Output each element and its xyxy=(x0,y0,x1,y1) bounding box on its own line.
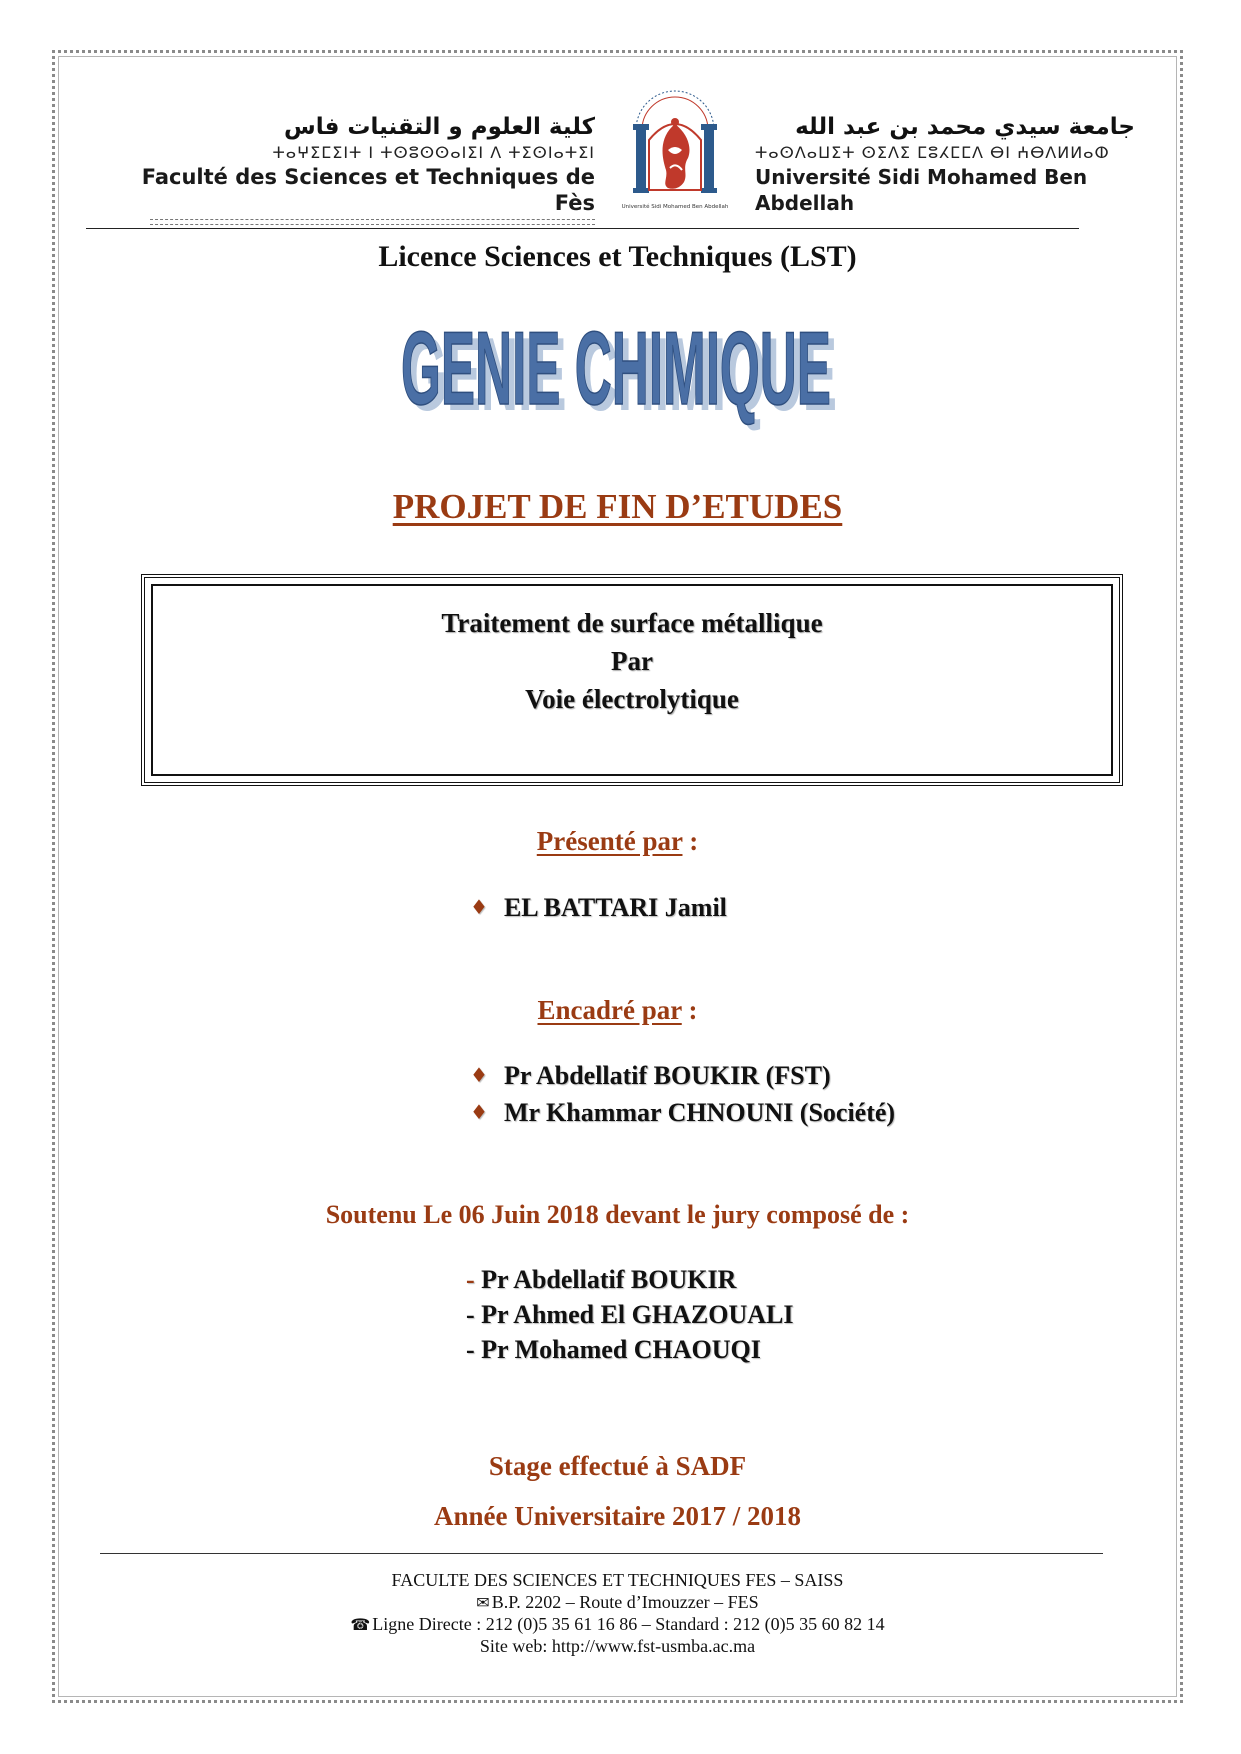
faculty-name-tifinagh: ⵜⴰⵖⵉⵎⵉⵏⵜ ⵏ ⵜⵙⵓⵙⵙⴰⵏⵉⵏ ⴷ ⵜⵉⵙⵏⴰⵜⵉⵏ xyxy=(272,143,595,162)
footer-website: Site web: http://www.fst-usmba.ac.ma xyxy=(479,1636,756,1656)
thesis-title-line-2: Par xyxy=(611,646,653,676)
faculty-name-latin: Faculté des Sciences et Techniques de Fès xyxy=(141,165,595,215)
footer-phone-text: Ligne Directe : 212 (0)5 35 61 16 86 – Standard : 212 (0)5 35 60 82 14 xyxy=(372,1614,885,1634)
supervised-by-heading xyxy=(58,995,1177,1026)
university-name-latin: Université Sidi Mohamed Ben Abdellah xyxy=(755,165,1088,215)
presented-by-colon: : xyxy=(682,826,699,856)
footer-address-text: B.P. 2202 – Route d’Imouzzer – FES xyxy=(491,1592,759,1612)
document-type-text: PROJET DE FIN D’ETUDES xyxy=(392,487,843,526)
footer-address xyxy=(58,1591,1177,1614)
phone-icon: ☎ xyxy=(350,1615,371,1634)
academic-year: Année Universitaire 2017 / 2018 xyxy=(434,1501,801,1531)
footer-divider xyxy=(100,1553,1103,1554)
diamond-bullet-icon: ♦ xyxy=(470,1100,488,1124)
program-title: Licence Sciences et Techniques (LST) xyxy=(378,240,857,273)
university-name-tifinagh: ⵜⴰⵙⴷⴰⵡⵉⵜ ⵙⵉⴷⵉ ⵎⵓⵃⵎⵎⴷ ⴱⵏ ⵄⴱⴷⵍⵍⴰⵀ xyxy=(755,143,1110,162)
supervisor-name: Mr Khammar CHNOUNI (Société) xyxy=(503,1098,896,1127)
jury-member xyxy=(466,1265,736,1295)
supervisor-item xyxy=(470,1098,895,1128)
header-divider xyxy=(86,228,1079,229)
department-shadow: GENIE CHIMIQUE xyxy=(406,317,837,433)
department-title: GENIE CHIMIQUE xyxy=(400,311,831,427)
thesis-title-line-1: Traitement de surface métallique xyxy=(441,608,823,638)
supervised-by-label: Encadré par xyxy=(537,995,682,1025)
mail-icon: ✉ xyxy=(476,1593,490,1612)
footer-phone xyxy=(58,1613,1177,1636)
department-wordart-svg xyxy=(358,310,878,440)
university-header xyxy=(755,112,1135,216)
thesis-title-line-3: Voie électrolytique xyxy=(525,684,739,714)
jury-dash: - xyxy=(466,1265,482,1294)
jury-member xyxy=(466,1335,761,1365)
footer-institution: FACULTE DES SCIENCES ET TECHNIQUES FES – SAISS xyxy=(391,1570,844,1590)
university-emblem-icon xyxy=(622,78,728,214)
presented-by-label: Présenté par xyxy=(536,826,683,856)
department-wordart xyxy=(58,310,1177,433)
document-type xyxy=(58,487,1177,527)
supervisor-name: Pr Abdellatif BOUKIR (FST) xyxy=(503,1061,831,1090)
jury-dash: - xyxy=(466,1335,482,1364)
emblem-caption: Université Sidi Mohamed Ben Abdellah xyxy=(622,204,728,210)
jury-member-name: Pr Ahmed El GHAZOUALI xyxy=(481,1300,794,1329)
supervised-by-colon: : xyxy=(681,995,698,1025)
supervisor-item xyxy=(470,1061,831,1091)
diamond-bullet-icon: ♦ xyxy=(470,895,488,919)
faculty-underline xyxy=(150,219,595,225)
defense-statement: Soutenu Le 06 Juin 2018 devant le jury composé de : xyxy=(325,1200,910,1229)
thesis-title-box xyxy=(141,574,1123,786)
jury-member-name: Pr Mohamed CHAOUQI xyxy=(481,1335,761,1364)
diamond-bullet-icon: ♦ xyxy=(470,1063,488,1087)
student-name: EL BATTARI Jamil xyxy=(503,893,727,922)
student-name-item xyxy=(470,893,727,923)
presented-by-heading xyxy=(58,826,1177,857)
jury-member xyxy=(466,1300,793,1330)
university-name-arabic: جامعة سيدي محمد بن عبد الله xyxy=(795,114,1135,140)
jury-member-name: Pr Abdellatif BOUKIR xyxy=(481,1265,737,1294)
internship-location: Stage effectué à SADF xyxy=(488,1451,747,1481)
jury-dash: - xyxy=(466,1300,482,1329)
faculty-name-arabic: كلية العلوم و التقنيات فاس xyxy=(283,114,595,140)
faculty-header xyxy=(140,112,595,225)
thesis-title xyxy=(145,604,1119,718)
